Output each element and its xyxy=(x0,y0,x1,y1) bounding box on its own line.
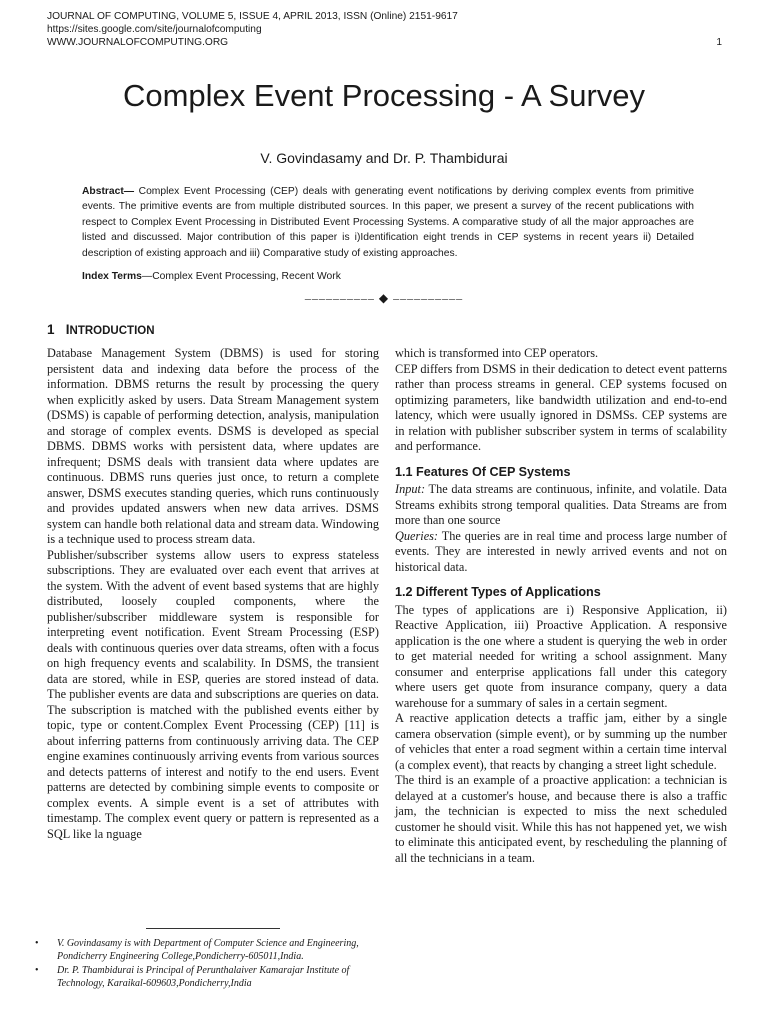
index-terms-text: —Complex Event Processing, Recent Work xyxy=(141,271,341,282)
queries-text: The queries are in real time and process large number of events. They are interested in newly arrived events and not on historical data. xyxy=(395,528,727,574)
right-column xyxy=(395,346,727,866)
page-number: 1 xyxy=(716,37,722,48)
cep-vs-dsms-paragraph: CEP differs from DSMS in their dedication to detect event patterns rather than process streams in general. CEP systems focused on optimizing parameters, like bandwidth utilization and end-to-end latency, which were usually ignored in DSMSs. CEP systems are in relation with publisher subscriber system in terms of scalability and performance. xyxy=(395,361,727,453)
features-queries xyxy=(395,529,727,576)
abstract-text: Complex Event Processing (CEP) deals with generating event notifications by deriving complex events from primitive events. The primitive events are from multiple distributed sources. In this paper, we present a survey of the recent publications with respect to Complex Event Processing in Distributed Event Processing Systems. A comparative study of all the major approaches are listed and discussed. Major contribution of this paper is i)Identification eight trends in CEP systems in recent years ii) Detailed description of existing approach and iii) Comparative study of existing approaches. xyxy=(82,186,694,259)
applications-paragraph-2: A reactive application detects a traffic jam, either by a single camera observation (simple event), or by summing up the number of vehicles that enter a road segment within a certain time interval (a complex event), that reacts by changing a street light schedule. xyxy=(395,711,727,772)
paper-title: Complex Event Processing - A Survey xyxy=(122,78,646,113)
paper-authors: V. Govindasamy and Dr. P. Thambidurai xyxy=(260,150,508,166)
section-separator: –––––––––– ◆ –––––––––– xyxy=(304,291,464,305)
intro-paragraph-1: Database Management System (DBMS) is used for storing persistent data and indexing data before the process of the information. DBMS returns the result by processing the query when explicitly asked by users. Data Stream Management system (DSMS) is capable of performing detection, analysis, manipulation and storage of complex events. DSMS is developed as special DBMS. DBMS works with persistent data, where updates are infrequent; DSMS deals with transient data where updates are continuous. DBMS runs queries just once, to return a complete answer, DSMS executes standing queries, which runs continuously and provides updated answers when new data arrives. DSMS system can handle both relational data and stream data. Windowing is a technique used to process stream data. xyxy=(47,346,379,546)
abstract-label: Abstract— xyxy=(82,186,135,197)
intro-continuation: which is transformed into CEP operators. xyxy=(395,346,599,360)
queries-label: Queries: xyxy=(395,528,439,543)
footnote-bullet: • xyxy=(35,965,39,976)
input-text: The data streams are continuous, infinite, and volatile. Data Streams exhibits strong temporal qualities. Data Streams are from more than one source xyxy=(395,482,727,527)
section-title-rest: NTRODUCTION xyxy=(69,325,155,337)
journal-site[interactable]: WWW.JOURNALOFCOMPUTING.ORG xyxy=(47,37,229,48)
footnote-rule xyxy=(146,928,280,929)
subsection-heading-applications: 1.2 Different Types of Applications xyxy=(395,585,601,599)
section-title-initial: I xyxy=(65,322,70,337)
footnote-bullet: • xyxy=(35,938,39,949)
features-input xyxy=(395,482,727,529)
section-heading-introduction xyxy=(47,322,155,337)
index-terms xyxy=(82,271,694,282)
journal-url[interactable]: https://sites.google.com/site/journalofcomputing xyxy=(47,24,262,35)
footnote-item xyxy=(33,938,381,963)
footnote-text: Dr. P. Thambidurai is Principal of Perunthalaiver Kamarajar Institute of Technology, Karaikal-609603,Pondicherry,India xyxy=(57,965,350,989)
subsection-heading-features: 1.1 Features Of CEP Systems xyxy=(395,464,571,479)
abstract xyxy=(82,184,694,261)
running-header xyxy=(47,10,722,49)
section-number: 1 xyxy=(47,322,55,337)
footnote-item xyxy=(33,965,381,990)
journal-line: JOURNAL OF COMPUTING, VOLUME 5, ISSUE 4, APRIL 2013, ISSN (Online) 2151-9617 xyxy=(47,11,458,22)
left-column xyxy=(47,346,379,842)
intro-paragraph-2: Publisher/subscriber systems allow users to express stateless subscriptions. They are evaluated over each event that arrives at the system. With the advent of event based systems that are highly distributed, loosely coupled components, where the publisher/subscriber middleware system is responsible for interpreting event notification. Event Stream Processing (ESP) deals with continuous queries over data streams, often with a focus on high frequency events and scalability. In DSMS, the transient data are stored, while in ESP, queries are stored instead of data. The publisher events are data and subscriptions are queries on data. The subscription is matched with the published events either by topic, type or content.Complex Event Processing (CEP) [11] is about inferring patterns from continuously arriving data. The CEP engine examines continuously arriving events from various sources and detects patterns of interest and notify to the end users. Event patterns are detected by combining simple events to composite or complex events. A simple event is a set of attributes with timestamp. The complex event query or pattern is represented as a SQL like la nguage xyxy=(47,547,379,841)
index-terms-label: Index Terms xyxy=(82,271,142,282)
footnote-text: V. Govindasamy is with Department of Computer Science and Engineering, Pondicherry Engineering College,Pondicherry-605011,India. xyxy=(57,938,359,962)
footnotes xyxy=(33,938,381,992)
input-label: Input: xyxy=(395,482,426,496)
applications-paragraph-3: The third is an example of a proactive application: a technician is delayed at a customer's house, and because there is also a traffic jam, the technician is expected to miss the next scheduled customer he should visit. While this has not happened yet, we wish to eliminate this anticipated event, by rescheduling the planning of all the technicians in a team. xyxy=(395,773,727,865)
applications-paragraph-1: The types of applications are i) Responsive Application, ii) Reactive Application, iii) Proactive Application. A responsive application is the one where a student is querying the web in order to get material needed for writing a school assignment. Many consumer and enterprise applications fall under this category where users get quote from insurance company, query a data warehouse for a summary of sales in a certain segment. xyxy=(395,602,727,710)
